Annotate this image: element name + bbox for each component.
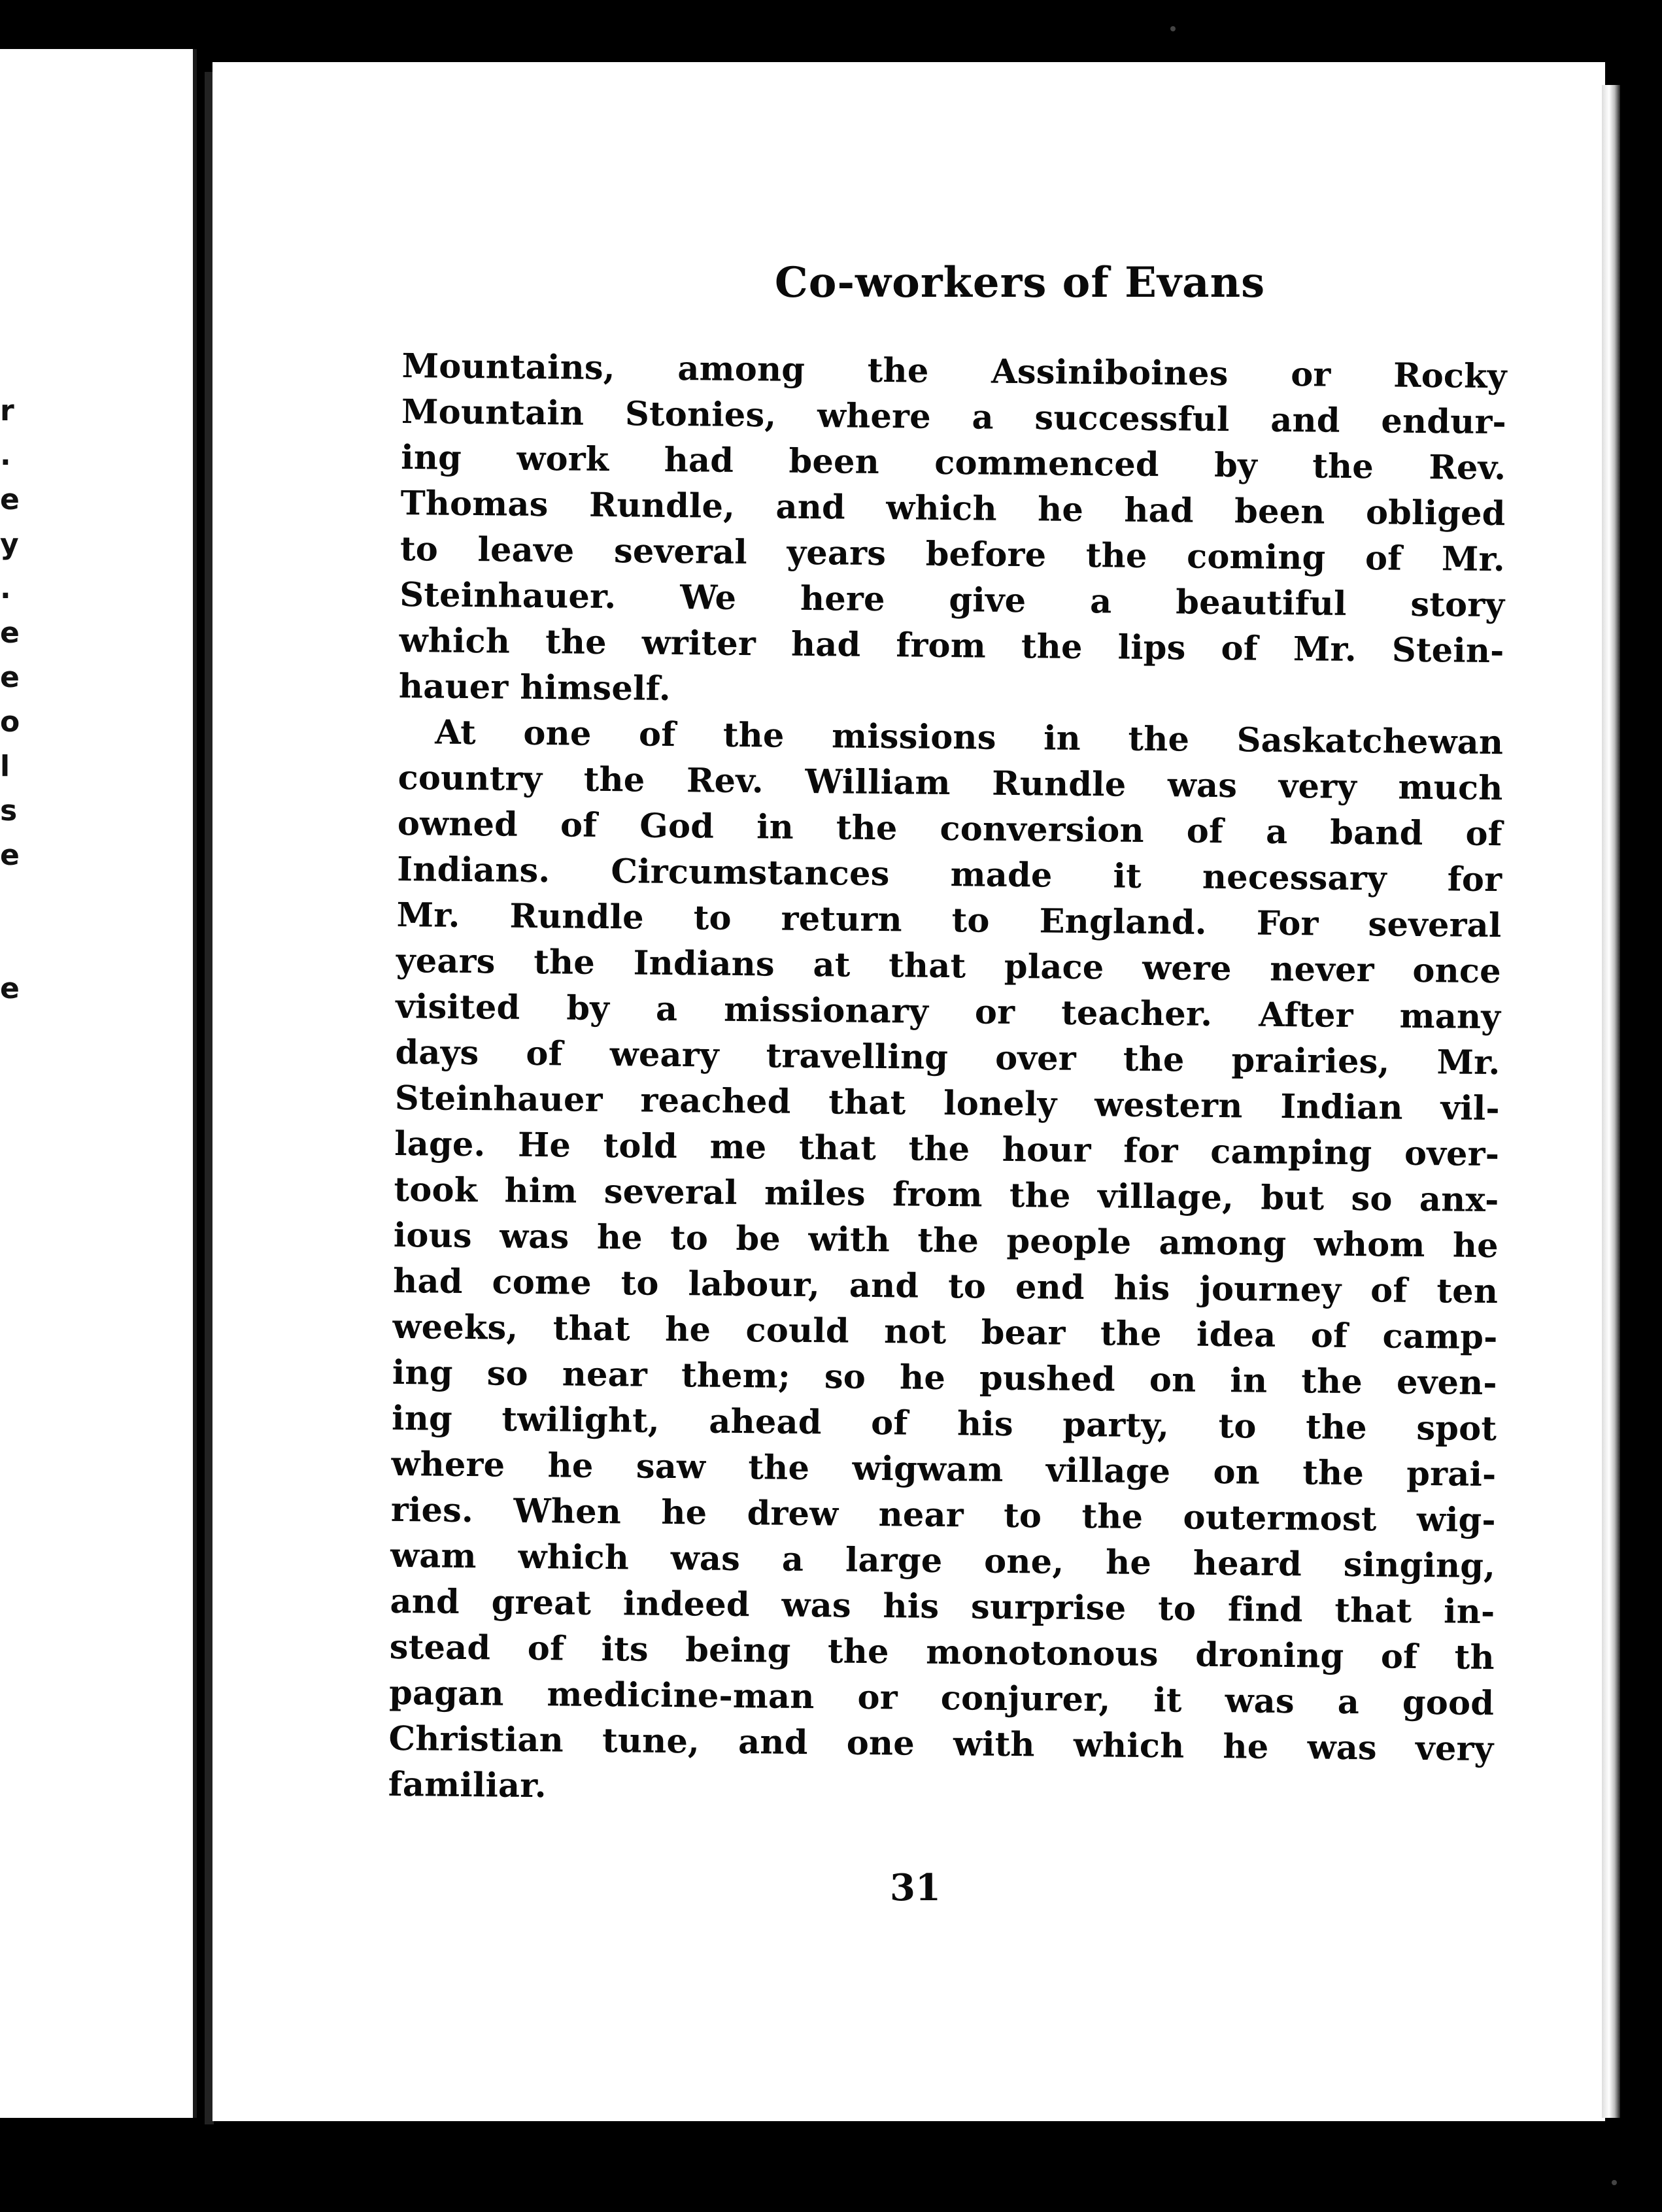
text-line: lage. He told me that the hour for camping over-: [394, 1124, 1500, 1175]
paragraph-2: [388, 709, 1503, 1818]
text-line: owned of God in the conversion of a band of: [397, 803, 1503, 854]
scan-speck: [1612, 2180, 1617, 2185]
text-line: stead of its being the monotonous droning of th: [389, 1627, 1495, 1678]
margin-char: r: [0, 394, 14, 427]
margin-char: .: [0, 439, 11, 472]
margin-char: l: [0, 750, 10, 783]
text-line: weeks, that he could not bear the idea of camp-: [392, 1307, 1498, 1358]
text-line: had come to labour, and to end his journey of ten: [392, 1261, 1499, 1312]
margin-char: [0, 878, 20, 922]
text-line: pagan medicine-man or conjurer, it was a good: [388, 1673, 1495, 1724]
text-line: At one of the missions in the Saskatchewan: [434, 712, 1504, 763]
text-line: Mountains, among the Assiniboines or Rocky: [401, 346, 1507, 397]
margin-char: e: [0, 616, 20, 650]
left-page-cut-off-text: [0, 389, 20, 1011]
text-line: Mountain Stonies, where a successful and endur-: [401, 392, 1507, 443]
left-facing-page: [0, 49, 197, 2118]
text-line: Steinhauer reached that lonely western Indian vil-: [394, 1078, 1501, 1129]
text-line: Indians. Circumstances made it necessary for: [396, 849, 1502, 900]
margin-char: e: [0, 661, 20, 694]
margin-char: s: [0, 794, 18, 828]
margin-char: e: [0, 839, 20, 872]
text-line: where he saw the wigwam village on the prai-: [391, 1444, 1497, 1495]
margin-char: [0, 922, 20, 967]
text-line: Mr. Rundle to return to England. For several: [396, 895, 1502, 946]
text-line: hauer himself.: [398, 666, 671, 709]
text-line: country the Rev. William Rundle was very much: [398, 758, 1503, 809]
text-line: Thomas Rundle, and which he had been obliged: [400, 483, 1506, 534]
text-line: and great indeed was his surprise to find that in-: [390, 1581, 1495, 1632]
text-line: ing so near them; so he pushed on in the even-: [392, 1352, 1498, 1403]
text-line: took him several miles from the village, but so anx-: [394, 1169, 1499, 1220]
text-line: Steinhauer. We here give a beautiful story: [399, 575, 1505, 626]
text-line: visited by a missionary or teacher. After many: [395, 986, 1501, 1037]
page-edge: [1602, 85, 1620, 2118]
scan-speck: [1170, 26, 1176, 31]
margin-char: .: [0, 572, 11, 605]
page-number: 31: [890, 1866, 941, 1909]
margin-char: o: [0, 705, 20, 739]
text-line: ing work had been commenced by the Rev.: [401, 437, 1506, 488]
text-line: Christian tune, and one with which he was very: [388, 1718, 1494, 1769]
body-text: [388, 343, 1506, 1818]
running-head: Co-workers of Evans: [774, 258, 1266, 307]
text-line: which the writer had from the lips of Mr. Stein-: [399, 620, 1504, 671]
text-line: ious was he to be with the people among whom he: [393, 1215, 1499, 1266]
margin-char: y: [0, 528, 19, 561]
text-line: ing twilight, ahead of his party, to the spot: [391, 1398, 1497, 1449]
text-line: familiar.: [388, 1764, 547, 1806]
margin-char: e: [0, 972, 20, 1005]
book-page: [212, 62, 1605, 2121]
text-line: to leave several years before the coming of Mr.: [399, 529, 1506, 580]
paragraph-1: [399, 343, 1507, 720]
text-line: days of weary travelling over the prairies, Mr.: [395, 1032, 1501, 1083]
margin-char: e: [0, 483, 20, 516]
text-line: years the Indians at that place were never once: [396, 941, 1502, 992]
text-line: ries. When he drew near to the outermost wig-: [390, 1490, 1497, 1541]
text-line: wam which was a large one, he heard singing,: [390, 1535, 1496, 1586]
